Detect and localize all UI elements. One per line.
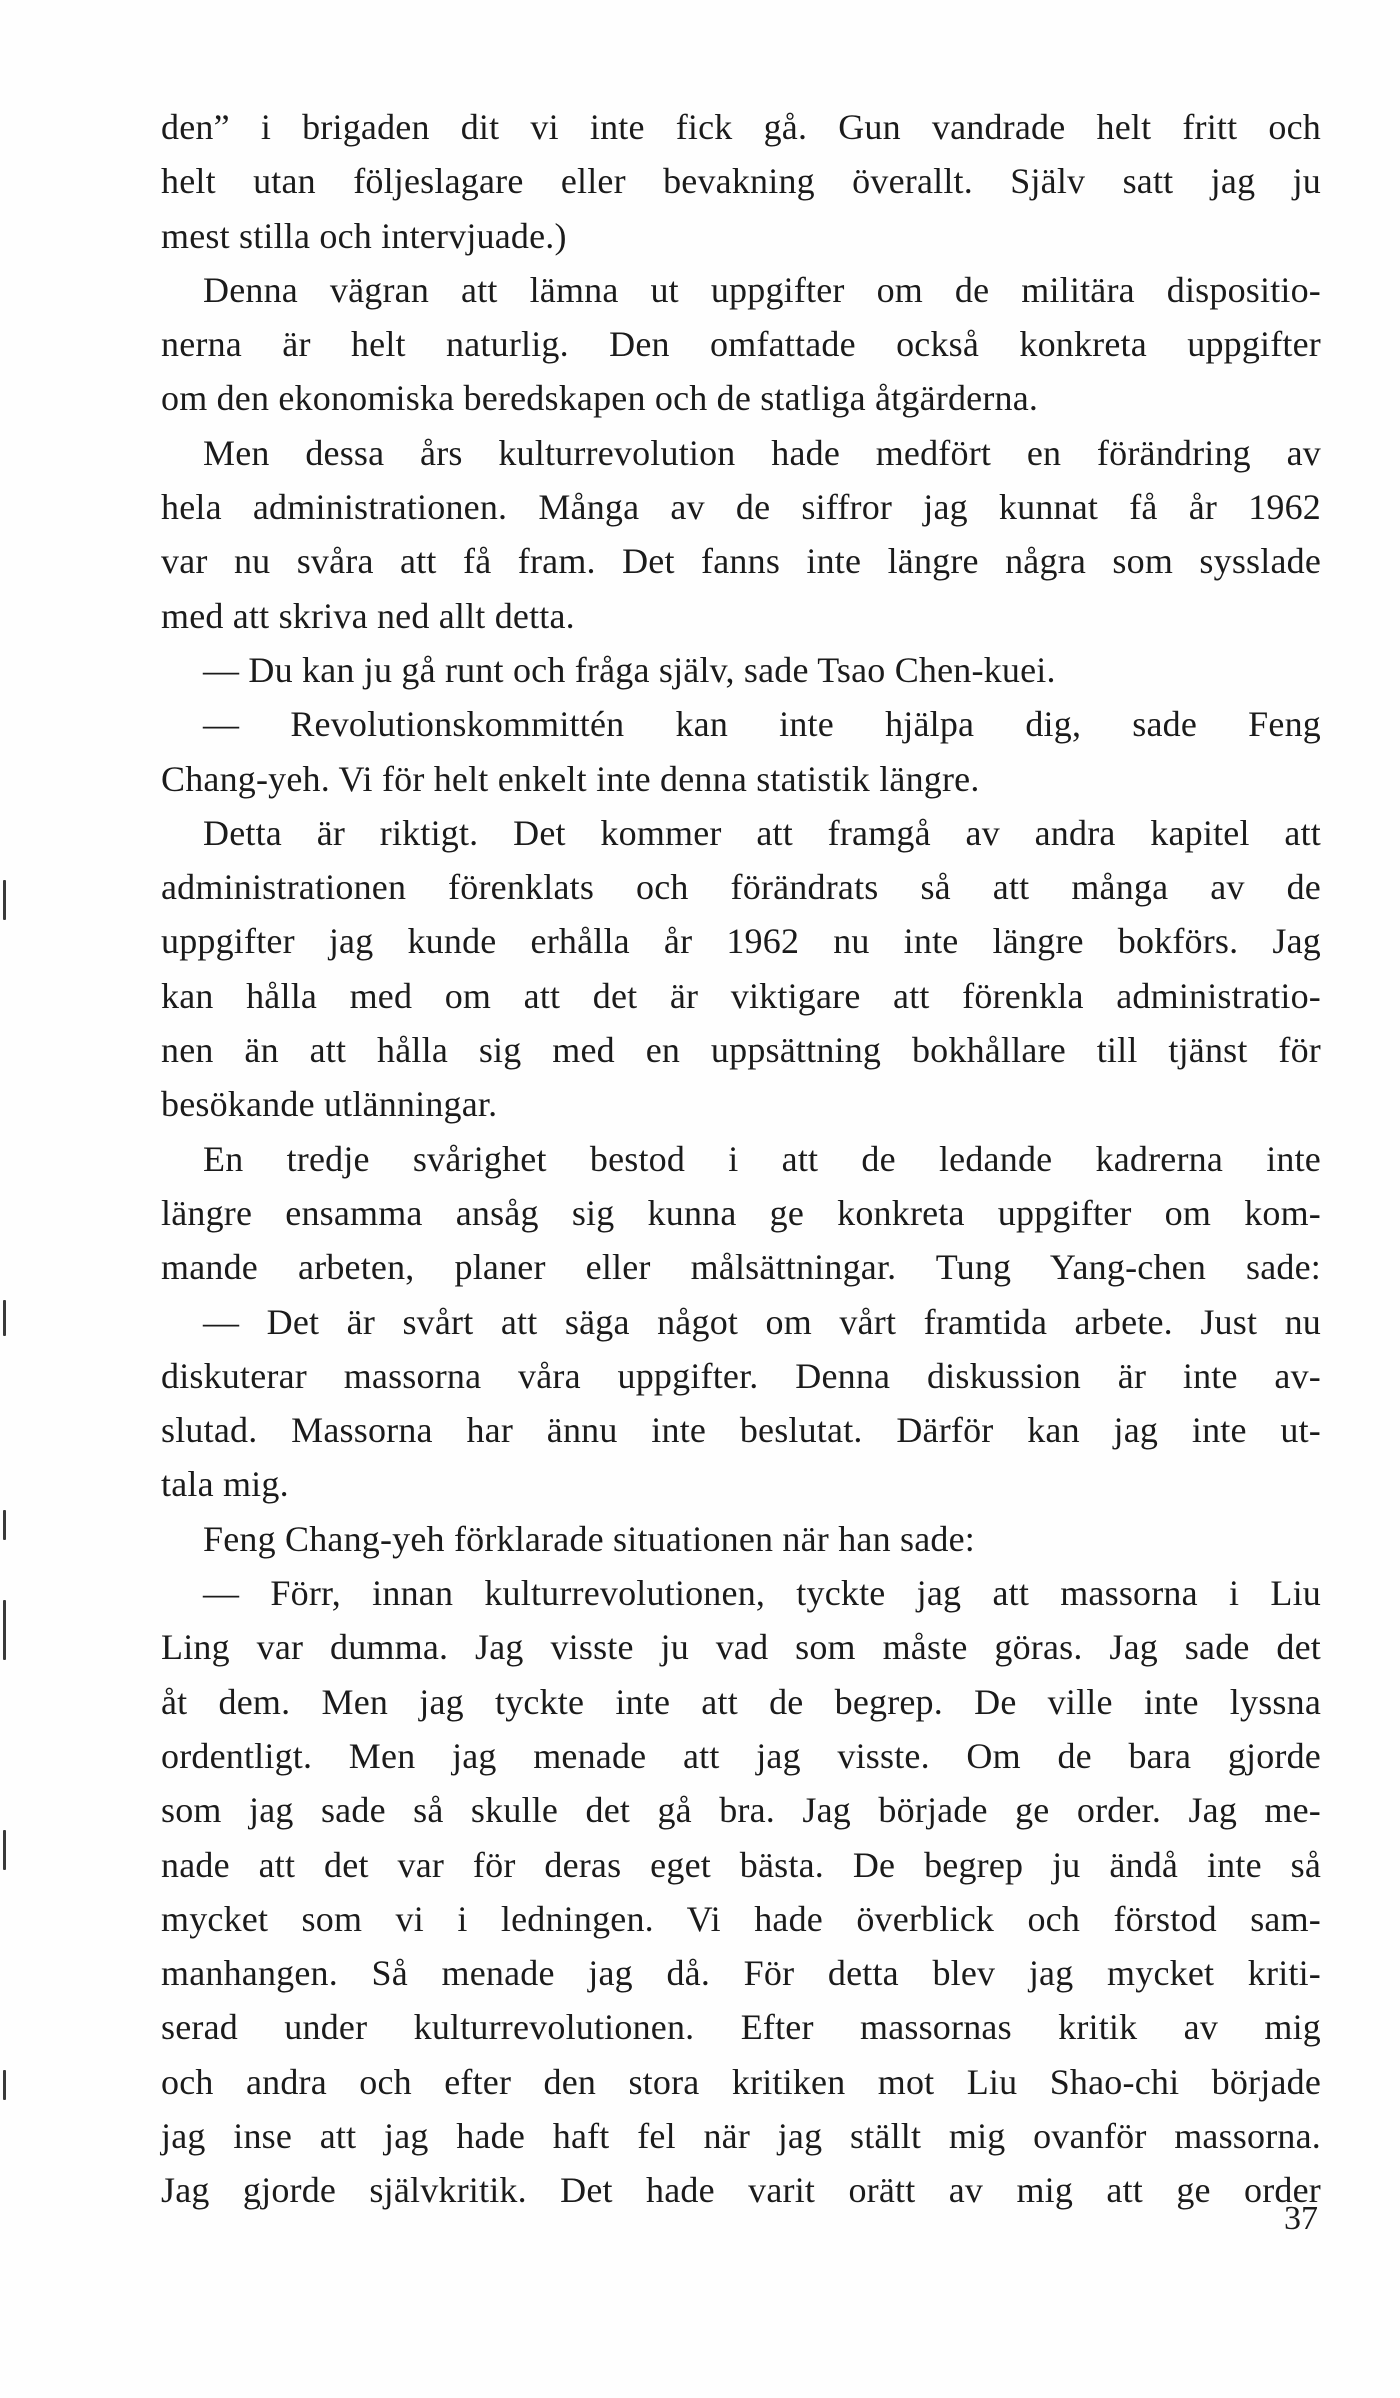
text-line: kan hålla med om att det är viktigare att förenkla administratio- [161, 975, 1321, 1016]
text-line: hela administrationen. Många av de siffror jag kunnat få år 1962 [161, 487, 1321, 528]
text-line: mest stilla och intervjuade.) [161, 215, 567, 256]
scan-edge-mark [3, 1830, 6, 1870]
text-line: nerna är helt naturlig. Den omfattade också konkreta uppgifter [161, 324, 1321, 365]
text-line: Men dessa års kulturrevolution hade medfört en förändring av [203, 432, 1321, 473]
text-line: Denna vägran att lämna ut uppgifter om de militära dispositio- [203, 269, 1321, 310]
text-line: — Du kan ju gå runt och fråga själv, sade Tsao Chen-kuei. [203, 649, 1056, 690]
text-line: längre ensamma ansåg sig kunna ge konkreta uppgifter om kom- [161, 1192, 1321, 1233]
body-text [161, 100, 1321, 2218]
text-line: — Förr, innan kulturrevolutionen, tyckte jag att massorna i Liu [203, 1573, 1321, 1614]
text-line: som jag sade så skulle det gå bra. Jag började ge order. Jag me- [161, 1790, 1321, 1831]
text-line: nen än att hålla sig med en uppsättning bokhållare till tjänst för [161, 1030, 1321, 1071]
scan-edge-mark [3, 1510, 6, 1540]
text-line: om den ekonomiska beredskapen och de statliga åtgärderna. [161, 378, 1039, 419]
scan-edge-mark [3, 880, 6, 920]
text-line: Jag gjorde självkritik. Det hade varit orätt av mig att ge order [161, 2170, 1321, 2211]
text-line: Feng Chang-yeh förklarade situationen när han sade: [203, 1518, 975, 1559]
text-line: slutad. Massorna har ännu inte beslutat. Därför kan jag inte ut- [161, 1410, 1321, 1451]
text-line: En tredje svårighet bestod i att de ledande kadrerna inte [203, 1138, 1321, 1179]
scan-edge-marks [0, 0, 12, 2398]
scan-edge-mark [3, 1600, 6, 1660]
text-line: och andra och efter den stora kritiken mot Liu Shao-chi började [161, 2061, 1321, 2102]
text-line: manhangen. Så menade jag då. För detta blev jag mycket kriti- [161, 1953, 1321, 1994]
text-line: administrationen förenklats och förändrats så att många av de [161, 867, 1321, 908]
text-line: Detta är riktigt. Det kommer att framgå av andra kapitel att [203, 812, 1321, 853]
text-line: ordentligt. Men jag menade att jag visste. Om de bara gjorde [161, 1735, 1321, 1776]
text-line: nade att det var för deras eget bästa. De begrep ju ändå inte så [161, 1844, 1321, 1885]
scan-edge-mark [3, 2070, 6, 2100]
text-line: jag inse att jag hade haft fel när jag ställt mig ovanför massorna. [161, 2115, 1321, 2156]
text-line: besökande utlänningar. [161, 1084, 498, 1125]
text-line: den” i brigaden dit vi inte fick gå. Gun vandrade helt fritt och [161, 107, 1321, 147]
text-line: diskuterar massorna våra uppgifter. Denna diskussion är inte av- [161, 1355, 1321, 1396]
text-line: — Revolutionskommittén kan inte hjälpa dig, sade Feng [203, 704, 1321, 745]
text-line: mande arbeten, planer eller målsättningar. Tung Yang-chen sade: [161, 1247, 1321, 1288]
text-line: uppgifter jag kunde erhålla år 1962 nu inte längre bokförs. Jag [161, 921, 1321, 962]
text-line: var nu svåra att få fram. Det fanns inte längre några som sysslade [161, 541, 1321, 582]
page-number: 37 [1284, 2200, 1318, 2237]
text-line: med att skriva ned allt detta. [161, 595, 575, 636]
text-line: — Det är svårt att säga något om vårt framtida arbete. Just nu [203, 1301, 1321, 1342]
text-line: helt utan följeslagare eller bevakning överallt. Själv satt jag ju [161, 161, 1321, 202]
text-line: Ling var dumma. Jag visste ju vad som måste göras. Jag sade det [161, 1627, 1321, 1668]
text-line: mycket som vi i ledningen. Vi hade överblick och förstod sam- [161, 1898, 1321, 1939]
text-line: Chang-yeh. Vi för helt enkelt inte denna statistik längre. [161, 758, 980, 799]
text-line: serad under kulturrevolutionen. Efter massornas kritik av mig [161, 2007, 1321, 2048]
text-line: tala mig. [161, 1464, 289, 1505]
scan-edge-mark [3, 1300, 6, 1336]
text-line: åt dem. Men jag tyckte inte att de begrep. De ville inte lyssna [161, 1681, 1321, 1722]
